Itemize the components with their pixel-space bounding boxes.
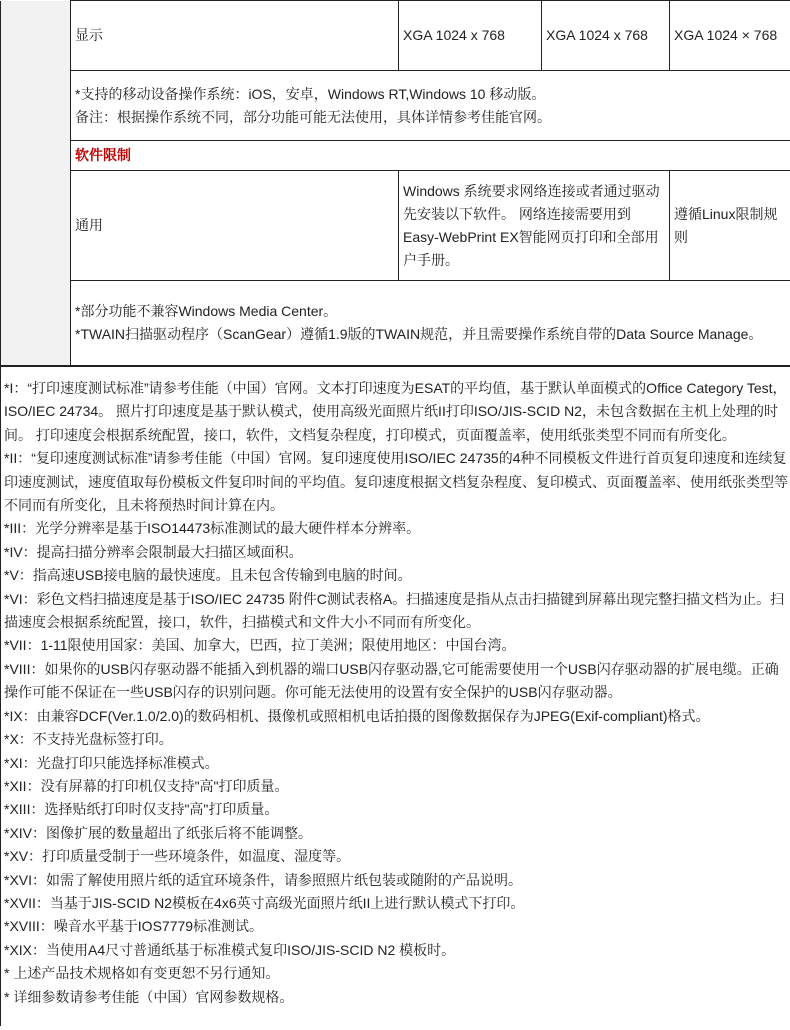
footnote: *XIX：当使用A4尺寸普通纸基于标准模式复印ISO/JIS-SCID N2 模板时。 — [4, 941, 456, 958]
software-section-row — [1, 141, 790, 171]
footnote: *I：“打印速度测试标准”请参考佳能（中国）官网。文本打印速度为ESAT的平均值，基于默认单面模式的Office Category Test，ISO/IEC 24734。 照片打印速度是基于默认模式，使用高级光面照片纸II打印ISO/JIS-SCID N2，未包含数据在主机上处理的时间。 打印速度会根据系统配置，接口，软件，文档复杂程度，打印模式，页面覆盖率，使用纸张类型不同而有所变化。 — [4, 380, 787, 443]
footnote: *XVI：如需了解使用照片纸的适宜环境条件，请参照照片纸包装或随附的产品说明。 — [4, 871, 523, 888]
footnote: * 上述产品技术规格如有变更恕不另行通知。 — [4, 965, 280, 982]
footnote: *XV：打印质量受制于一些环境条件，如温度、湿度等。 — [4, 848, 351, 865]
software-note — [71, 281, 790, 366]
display-value: XGA 1024 × 768 — [670, 1, 790, 71]
mobile-note-row — [1, 71, 790, 141]
note-line: *支持的移动设备操作系统：iOS，安卓，Windows RT,Windows 10 移动版。 — [75, 85, 546, 102]
footnote: *III：光学分辨率是基于ISO14473标准测试的最大硬件样本分辨率。 — [4, 520, 421, 537]
note-line: *部分功能不兼容Windows Media Center。 — [75, 303, 338, 319]
footnote: *XI：光盘打印只能选择标准模式。 — [4, 754, 219, 771]
footnote: *IV：提高扫描分辨率会限制最大扫描区域面积。 — [4, 543, 303, 560]
footnote: *XIV：图像扩展的数量超出了纸张后将不能调整。 — [4, 824, 313, 841]
footnote: *V：指高速USB接电脑的最快速度。且未包含传输到电脑的时间。 — [4, 567, 412, 584]
footnote: *XVII：当基于JIS-SCID N2模板在4x6英寸高级光面照片纸II上进行默认模式下打印。 — [4, 894, 525, 911]
footnote: *VII：1-11限使用国家：美国、加拿大，巴西，拉丁美洲；限使用地区：中国台湾。 — [4, 637, 516, 654]
footnote: * 详细参数请参考佳能（中国）官网参数规格。 — [4, 988, 294, 1005]
footnote: *X：不支持光盘标签打印。 — [4, 731, 173, 748]
display-label: 显示 — [71, 1, 399, 71]
general-row — [1, 171, 790, 281]
mobile-note — [71, 71, 790, 141]
footnote: *II：“复印速度测试标准”请参考佳能（中国）官网。复印速度使用ISO/IEC 24735的4种不同模板文件进行首页复印速度和连续复印速度测试，速度值取每份模板文件复印时间的平均值。复印速度根据文档复杂程度、复印模式、页面覆盖率、使用纸张类型等不同而有所变化，且未将预热时间计算在内。 — [4, 450, 788, 514]
general-label: 通用 — [71, 171, 399, 281]
note-line: *TWAIN扫描驱动程序（ScanGear）遵循1.9版的TWAIN规范，并且需要操作系统自带的Data Source Manage。 — [75, 326, 763, 342]
section-heading: 软件限制 — [71, 141, 790, 171]
footnote: *VI：彩色文档扫描速度是基于ISO/IEC 24735 附件C测试表格A。扫描速度是指从点击扫描键到屏幕出现完整扫描文档为止。扫描速度会根据系统配置，接口，软件，扫描模式和文件大小不同而有所变化。 — [4, 590, 785, 631]
linux-requirement: 遵循Linux限制规则 — [670, 171, 790, 281]
footnote: *XIII：选择贴纸打印时仅支持"高"打印质量。 — [4, 801, 279, 818]
spec-table — [0, 0, 790, 366]
display-row — [1, 1, 790, 71]
display-value: XGA 1024 x 768 — [542, 1, 670, 71]
display-value: XGA 1024 x 768 — [399, 1, 542, 71]
footnote: *IX：由兼容DCF(Ver.1.0/2.0)的数码相机、摄像机或照相机电话拍摄的图像数据保存为JPEG(Exif-compliant)格式。 — [4, 707, 710, 724]
note-line: 备注：根据操作系统不同，部分功能可能无法使用，具体详情参考佳能官网。 — [75, 108, 551, 125]
footnotes — [0, 366, 790, 1026]
footnote: *XII：没有屏幕的打印机仅支持"高"打印质量。 — [4, 777, 289, 794]
footnote: *VIII：如果你的USB闪存驱动器不能插入到机器的端口USB闪存驱动器,它可能需要使用一个USB闪存驱动器的扩展电缆。正确操作可能不保证在一些USB闪存的识别问题。你可能无法使用的设置有安全保护的USB闪存驱动器。 — [4, 660, 779, 701]
software-note-row — [1, 281, 790, 366]
footnote: *XVIII：噪音水平基于IOS7779标准测试。 — [4, 918, 264, 935]
side-column — [1, 1, 71, 366]
windows-requirement: Windows 系统要求网络连接或者通过驱动先安装以下软件。 网络连接需要用到Easy-WebPrint EX智能网页打印和全部用户手册。 — [399, 171, 670, 281]
